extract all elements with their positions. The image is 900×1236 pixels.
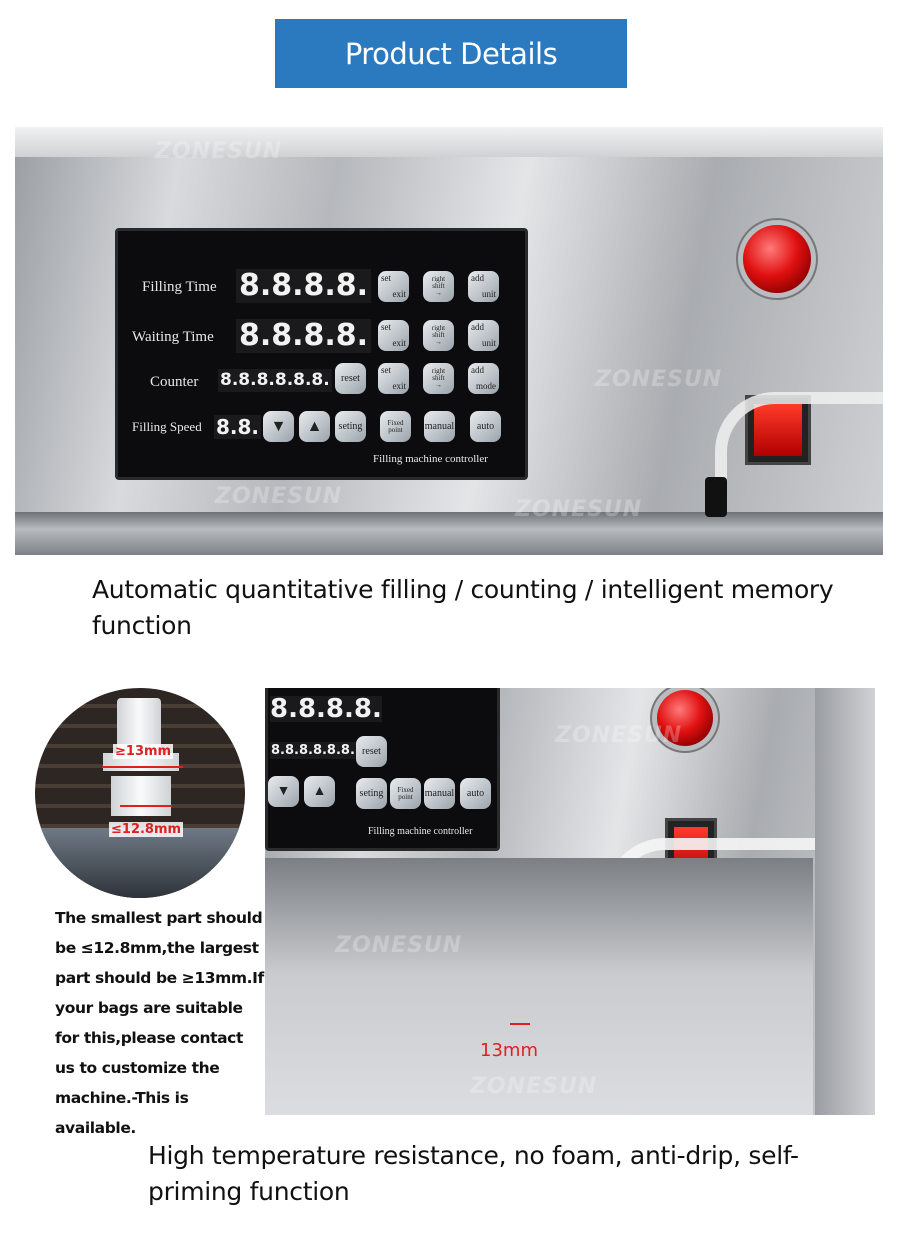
key-label: set <box>381 273 391 283</box>
set-exit-button[interactable] <box>378 271 409 302</box>
speed-down-button[interactable] <box>263 411 294 442</box>
watermark: ZONESUN <box>215 484 343 509</box>
right-shift-button[interactable] <box>423 320 454 351</box>
key-label: add <box>471 322 484 332</box>
key-label: seting <box>338 420 363 432</box>
key-label: unit <box>481 289 496 299</box>
add-unit-button[interactable] <box>468 320 499 351</box>
gap-measure-line <box>510 1023 530 1025</box>
label-filling-speed: Filling Speed <box>132 419 202 434</box>
speed-up-button[interactable] <box>299 411 330 442</box>
right-shift-button[interactable] <box>423 271 454 302</box>
spout-size-note: The smallest part should be ≤12.8mm,the largest part should be ≥13mm.If your bags are suitable for this,please contact us to customize the machine.-This is available. <box>55 909 264 1137</box>
spout-closeup-photo <box>35 688 245 898</box>
key-label: set <box>381 322 391 332</box>
watermark: ZONESUN <box>470 1074 598 1099</box>
caption-filling-features: Automatic quantitative filling / counting / intelligent memory function <box>92 575 834 640</box>
watermark: ZONESUN <box>515 497 643 522</box>
key-label: auto <box>466 787 485 799</box>
watermark: ZONESUN <box>595 367 723 392</box>
controller-panel <box>115 228 528 480</box>
measure-line <box>102 766 183 768</box>
spout-neck <box>111 776 171 816</box>
key-label: unit <box>481 338 496 348</box>
arrow-right-icon: → <box>435 289 442 297</box>
watermark: ZONESUN <box>555 723 683 748</box>
manual-button[interactable] <box>424 778 455 809</box>
key-label: add <box>471 365 484 375</box>
display-filling-speed: 8.8. <box>216 415 260 439</box>
key-label: add <box>471 273 484 283</box>
key-label: mode <box>476 381 496 391</box>
controller-title: Filling machine controller <box>368 826 473 837</box>
machine-base-reflection <box>15 512 883 555</box>
machine-front-photo <box>15 127 883 555</box>
label-counter: Counter <box>150 374 199 390</box>
controller-panel-partial <box>265 688 500 851</box>
product-details-banner <box>275 19 627 88</box>
machine-top-edge <box>15 127 883 157</box>
machine-side <box>815 688 875 1115</box>
key-label: manual <box>424 787 455 799</box>
smallest-size-label: ≤12.8mm <box>111 822 182 837</box>
auto-button[interactable] <box>470 411 501 442</box>
key-label: reset <box>341 372 360 384</box>
controller-title: Filling machine controller <box>373 453 488 465</box>
triangle-down-icon: ▼ <box>276 783 291 799</box>
watermark: ZONESUN <box>155 139 283 164</box>
label-filling-time: Filling Time <box>142 279 217 295</box>
fixed-point-button[interactable] <box>390 778 421 809</box>
set-exit-button[interactable] <box>378 320 409 351</box>
key-label: right shift <box>431 324 446 339</box>
bag <box>35 828 245 898</box>
filling-tube <box>715 392 883 512</box>
key-label: exit <box>392 381 406 391</box>
display-waiting-time: 8.8.8.8. <box>270 694 382 724</box>
label-waiting-time: Waiting Time <box>132 329 214 345</box>
reset-button[interactable] <box>356 736 387 767</box>
caption-anti-drip-features: High temperature resistance, no foam, anti-drip, self-priming function <box>148 1141 799 1206</box>
display-filling-time: 8.8.8.8. <box>236 269 371 303</box>
auto-button[interactable] <box>460 778 491 809</box>
display-counter: 8.8.8.8.8.8. <box>271 743 355 758</box>
key-label: right shift <box>431 275 446 290</box>
largest-size-label: ≥13mm <box>115 744 172 759</box>
key-label: seting <box>359 787 384 799</box>
fixed-point-button[interactable] <box>380 411 411 442</box>
power-indicator-light <box>743 225 811 293</box>
key-label: auto <box>476 420 495 432</box>
display-waiting-time: 8.8.8.8. <box>236 319 371 353</box>
key-label: exit <box>392 289 406 299</box>
banner-title: Product Details <box>344 36 558 71</box>
key-label: reset <box>362 745 381 757</box>
key-label: Fixed point <box>387 418 404 434</box>
key-label: set <box>381 365 391 375</box>
measure-line <box>120 805 172 807</box>
speed-down-button[interactable] <box>268 776 299 807</box>
add-unit-button[interactable] <box>468 271 499 302</box>
triangle-up-icon: ▲ <box>306 417 323 435</box>
arrow-right-icon: → <box>435 338 442 346</box>
reset-button[interactable] <box>335 363 366 394</box>
gap-size-label: 13mm <box>480 1040 538 1061</box>
add-mode-button[interactable] <box>468 363 499 394</box>
key-label: exit <box>392 338 406 348</box>
watermark: ZONESUN <box>335 933 463 958</box>
triangle-down-icon: ▼ <box>270 417 287 435</box>
key-label: manual <box>424 420 455 432</box>
key-label: Fixed point <box>397 785 414 801</box>
setting-button[interactable] <box>335 411 366 442</box>
nozzle <box>705 477 727 517</box>
speed-up-button[interactable] <box>304 776 335 807</box>
setting-button[interactable] <box>356 778 387 809</box>
set-exit-button[interactable] <box>378 363 409 394</box>
key-label: right shift <box>431 367 446 382</box>
right-shift-button[interactable] <box>423 363 454 394</box>
machine-tray-photo <box>265 688 875 1115</box>
manual-button[interactable] <box>424 411 455 442</box>
triangle-up-icon: ▲ <box>312 783 327 799</box>
arrow-right-icon: → <box>435 381 442 389</box>
display-counter: 8.8.8.8.8.8. <box>220 370 330 390</box>
